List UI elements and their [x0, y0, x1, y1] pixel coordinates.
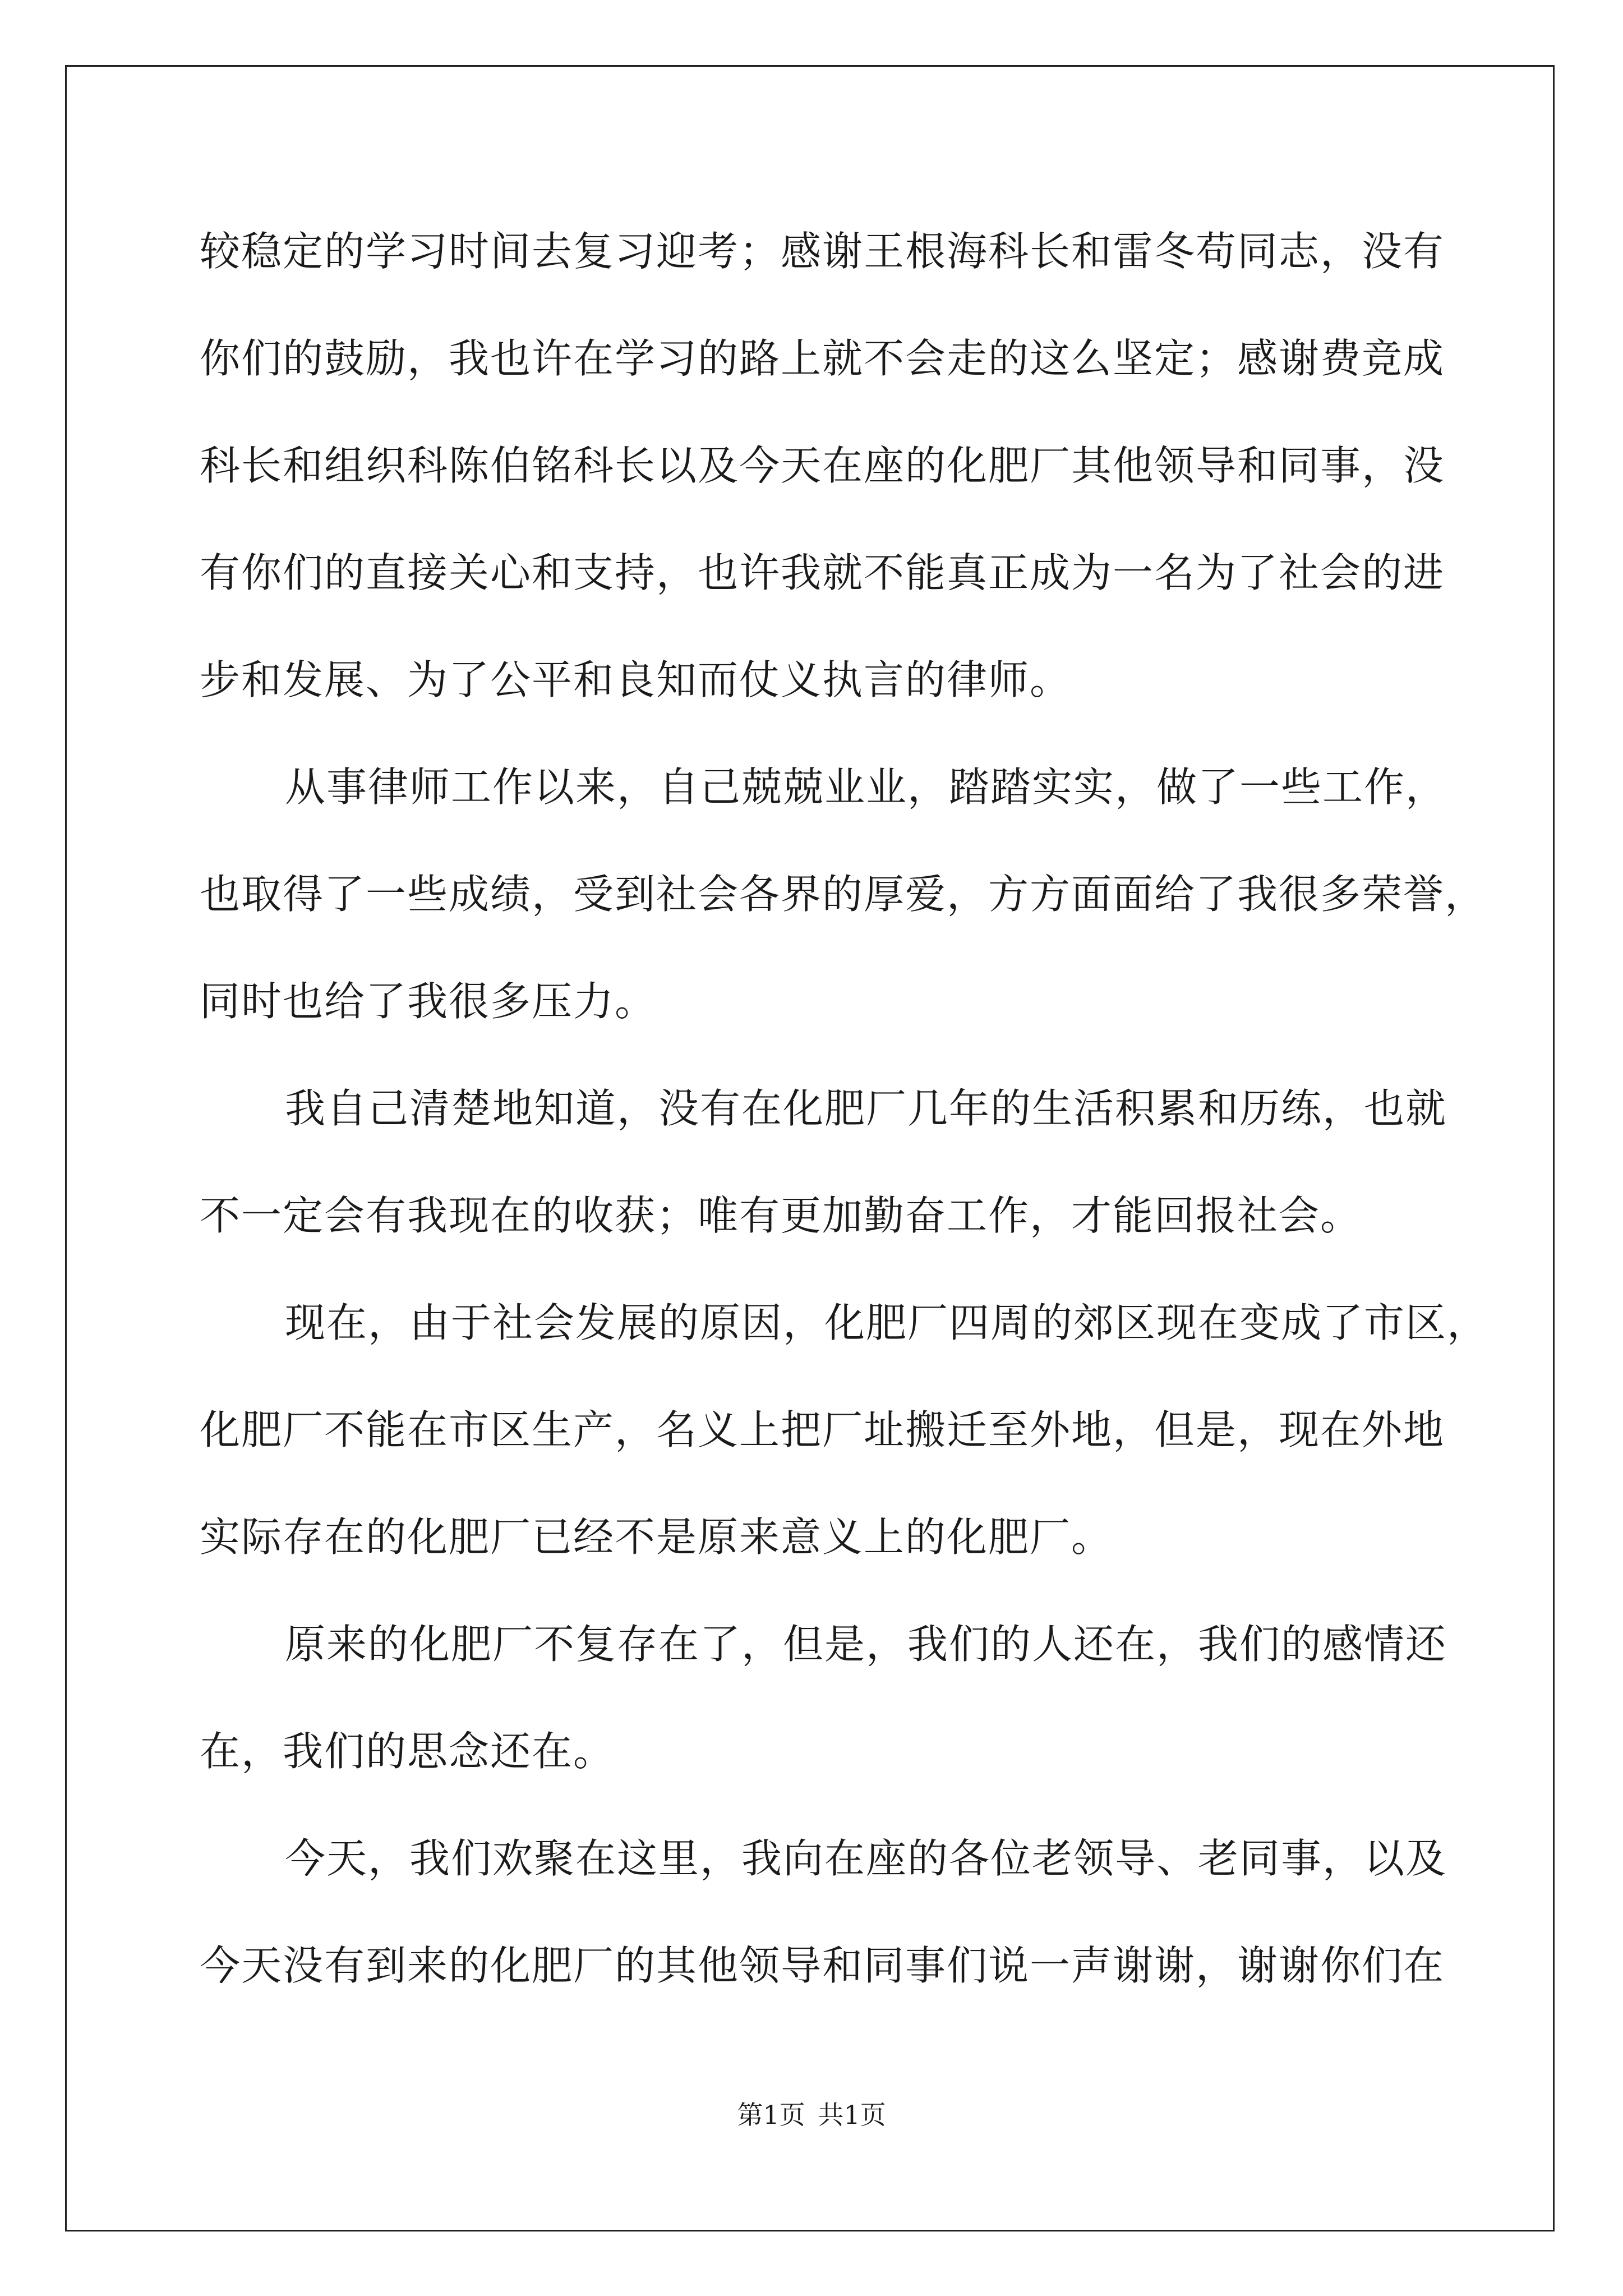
text-line: 步和发展、为了公平和良知而仗义执言的律师。 — [200, 656, 1072, 703]
text-line: 在，我们的思念还在。 — [200, 1728, 615, 1775]
paragraph-start-line: 从事律师工作以来，自己兢兢业业，踏踏实实，做了一些工作， — [285, 763, 1447, 811]
text-line: 实际存在的化肥厂已经不是原来意义上的化肥厂。 — [200, 1513, 1113, 1561]
paragraph-start-line: 今天，我们欢聚在这里，我向在座的各位老领导、老同事，以及 — [285, 1835, 1447, 1882]
text-line: 化肥厂不能在市区生产，名义上把厂址搬迁至外地，但是，现在外地 — [200, 1406, 1445, 1453]
text-line: 较稳定的学习时间去复习迎考；感谢王根海科长和雷冬苟同志，没有 — [200, 228, 1445, 275]
paragraph-start-line: 我自己清楚地知道，没有在化肥厂几年的生活积累和历练，也就 — [285, 1085, 1447, 1132]
text-line: 同时也给了我很多压力。 — [200, 978, 657, 1025]
text-line: 科长和组织科陈伯铭科长以及今天在座的化肥厂其他领导和同事，没 — [200, 442, 1445, 489]
text-line: 不一定会有我现在的收获；唯有更加勤奋工作，才能回报社会。 — [200, 1192, 1362, 1239]
page-number-current: 第1页 — [737, 2100, 805, 2130]
paragraph-start-line: 原来的化肥厂不复存在了，但是，我们的人还在，我们的感情还 — [285, 1621, 1447, 1668]
paragraph-start-line: 现在，由于社会发展的原因，化肥厂四周的郊区现在变成了市区， — [285, 1299, 1489, 1346]
text-line: 也取得了一些成绩，受到社会各界的厚爱，方方面面给了我很多荣誉， — [200, 871, 1487, 918]
text-line: 你们的鼓励，我也许在学习的路上就不会走的这么坚定；感谢费竞成 — [200, 335, 1445, 382]
page-border — [65, 65, 1555, 2231]
text-line: 有你们的直接关心和支持，也许我就不能真正成为一名为了社会的进 — [200, 549, 1445, 596]
page-footer — [0, 2098, 1623, 2132]
page-number-total: 共1页 — [818, 2100, 886, 2130]
text-line: 今天没有到来的化肥厂的其他领导和同事们说一声谢谢，谢谢你们在 — [200, 1942, 1445, 1989]
